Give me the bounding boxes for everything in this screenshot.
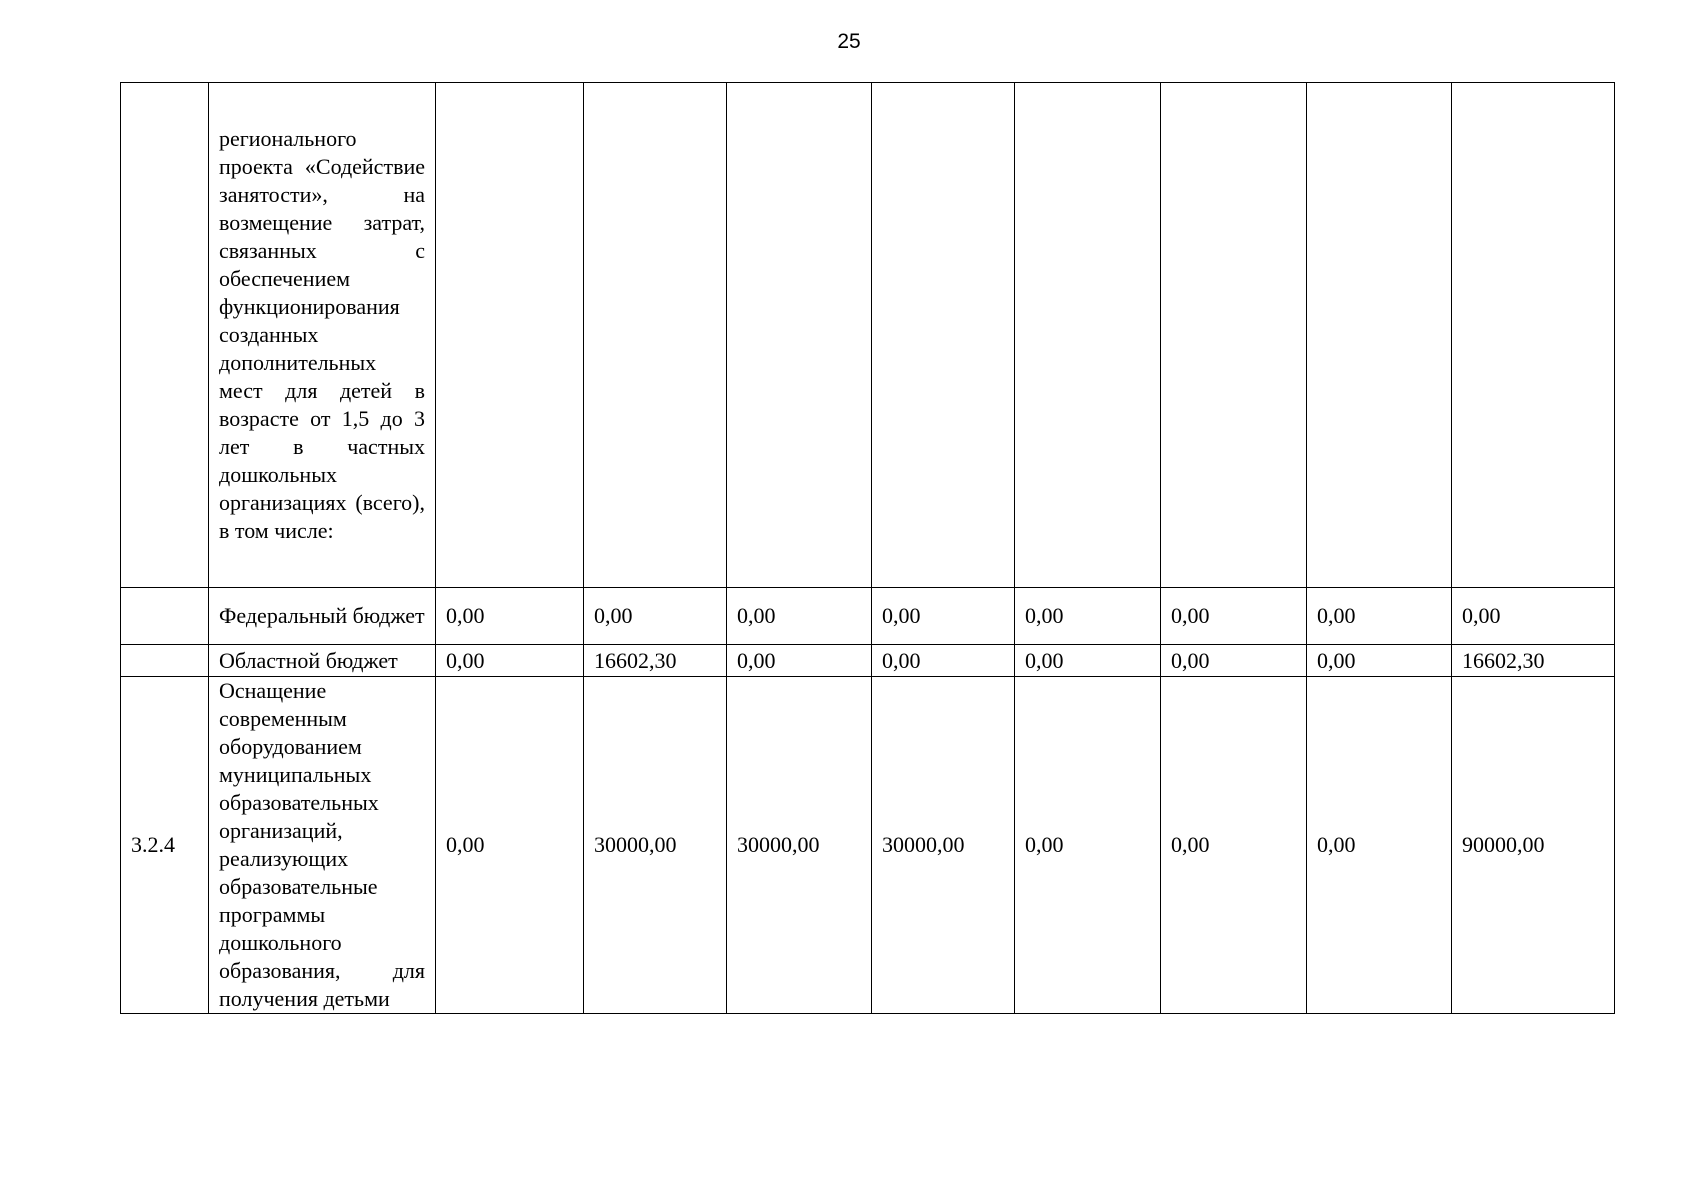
- value-cell: 0,00: [436, 645, 584, 677]
- page-number: 25: [837, 30, 861, 53]
- value-cell: 0,00: [872, 588, 1015, 645]
- value-cell: 30000,00: [872, 677, 1015, 1014]
- table-row: [121, 645, 1615, 677]
- row-description-cell: регионального проекта «Содействие занятости», на возмещение затрат, связанных с обеспечением функционирования созданных дополнительных мест для детей в возрасте от 1,5 до 3 лет в частных дошкольных организациях (всего), в том числе:: [209, 83, 436, 588]
- value-cell: 0,00: [1161, 588, 1307, 645]
- value-cell: [727, 83, 872, 588]
- table-row: [121, 588, 1615, 645]
- budget-table: [120, 82, 1615, 1014]
- value-cell: [1452, 83, 1615, 588]
- value-cell: 0,00: [436, 677, 584, 1014]
- value-cell: 30000,00: [584, 677, 727, 1014]
- value-cell: [872, 83, 1015, 588]
- value-cell: [584, 83, 727, 588]
- value-cell: 0,00: [1307, 645, 1452, 677]
- value-cell: 0,00: [1307, 588, 1452, 645]
- value-cell: 0,00: [1452, 588, 1615, 645]
- row-number-cell: 3.2.4: [121, 677, 209, 1014]
- row-description-cell: Оснащение современным оборудованием муниципальных образовательных организаций, реализующих образовательные программы дошкольного образования, для получения детьми: [209, 677, 436, 1014]
- value-cell: 0,00: [584, 588, 727, 645]
- value-cell: [1015, 83, 1161, 588]
- value-cell: 0,00: [1015, 677, 1161, 1014]
- value-cell: 30000,00: [727, 677, 872, 1014]
- table-row: [121, 83, 1615, 588]
- value-cell: [1307, 83, 1452, 588]
- table-row: [121, 677, 1615, 1014]
- value-cell: [1161, 83, 1307, 588]
- value-cell: 0,00: [436, 588, 584, 645]
- value-cell: 16602,30: [1452, 645, 1615, 677]
- row-description-cell: Федеральный бюджет: [209, 588, 436, 645]
- value-cell: 0,00: [1015, 588, 1161, 645]
- row-description-cell: Областной бюджет: [209, 645, 436, 677]
- row-number-cell: [121, 645, 209, 677]
- value-cell: 90000,00: [1452, 677, 1615, 1014]
- value-cell: 0,00: [872, 645, 1015, 677]
- value-cell: 16602,30: [584, 645, 727, 677]
- value-cell: 0,00: [1161, 677, 1307, 1014]
- row-number-cell: [121, 83, 209, 588]
- value-cell: 0,00: [1307, 677, 1452, 1014]
- value-cell: 0,00: [727, 588, 872, 645]
- value-cell: 0,00: [727, 645, 872, 677]
- value-cell: 0,00: [1161, 645, 1307, 677]
- value-cell: 0,00: [1015, 645, 1161, 677]
- row-number-cell: [121, 588, 209, 645]
- value-cell: [436, 83, 584, 588]
